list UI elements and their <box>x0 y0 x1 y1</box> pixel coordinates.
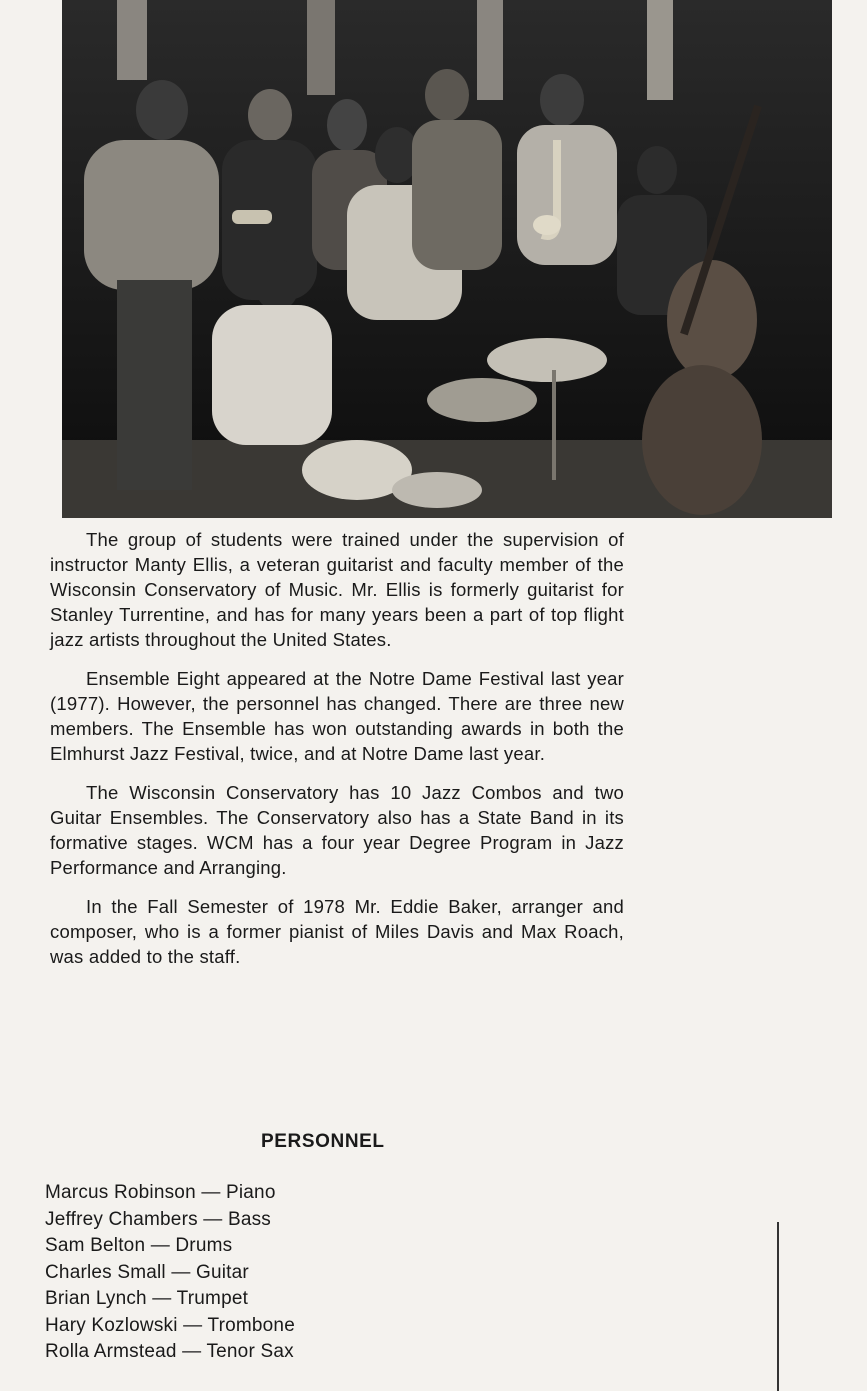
article-paragraph: In the Fall Semester of 1978 Mr. Eddie Baker, arranger and composer, who is a former pianist of Miles Davis and Max Roach, was added to the staff. <box>50 896 624 967</box>
article-paragraph: The Wisconsin Conservatory has 10 Jazz Combos and two Guitar Ensembles. The Conservatory also has a State Band in its formative stages. WCM has a four year Degree Program in Jazz Performance and Arranging. <box>50 782 624 878</box>
article-paragraph: The group of students were trained under the supervision of instructor Manty Ellis, a veteran guitarist and faculty member of the Wisconsin Conservatory of Music. Mr. Ellis is formerly guitarist for Stanley Turrentine, and has for many years been a part of top flight jazz artists throughout the United States. <box>50 529 624 650</box>
personnel-heading: PERSONNEL <box>261 1131 385 1152</box>
personnel-item: Brian Lynch — Trumpet <box>45 1288 249 1309</box>
article-paragraph: Ensemble Eight appeared at the Notre Dame Festival last year (1977). However, the personnel has changed. There are three new members. The Ensemble has won outstanding awards in both the Elmhurst Jazz Festival, twice, and at Notre Dame last year. <box>50 668 624 764</box>
personnel-item: Hary Kozlowski — Trombone <box>45 1314 295 1336</box>
group-photo-image <box>62 0 832 518</box>
personnel-item: Jeffrey Chambers — Bass <box>45 1208 271 1230</box>
personnel-list <box>45 1180 295 1366</box>
group-photo <box>62 0 832 518</box>
margin-rule <box>777 1222 779 1391</box>
personnel-item: Sam Belton — Drums <box>45 1235 233 1256</box>
article-body <box>50 527 624 983</box>
personnel-item: Marcus Robinson — Piano <box>45 1182 276 1203</box>
personnel-item: Charles Small — Guitar <box>45 1261 249 1283</box>
personnel-item: Rolla Armstead — Tenor Sax <box>45 1341 294 1362</box>
